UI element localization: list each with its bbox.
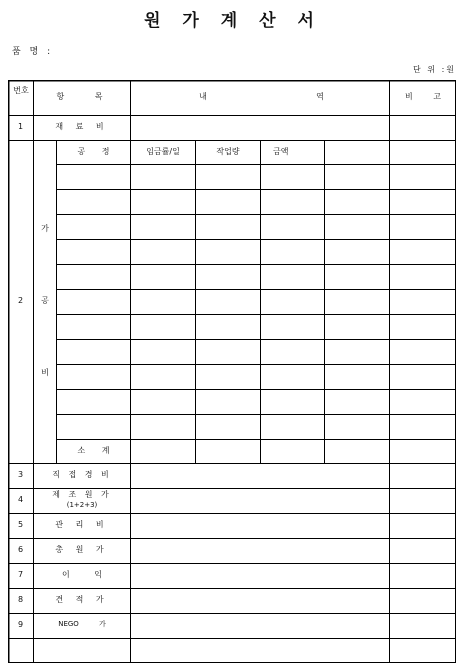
row-no-2: 2	[17, 296, 24, 305]
row-item-6: 총 원 가	[55, 545, 109, 554]
row-no-6: 6	[17, 545, 24, 554]
row-item-7: 이 익	[62, 570, 102, 579]
product-name-label: 품 명 :	[12, 47, 54, 57]
processing-side-label-1: 가	[41, 224, 49, 233]
column-workload: 작업량	[216, 147, 240, 156]
row-item-9: NEGO 가	[58, 620, 106, 628]
cost-table	[8, 80, 456, 663]
row-item-1: 재 료 비	[55, 122, 109, 131]
unit-label: 단 위 :원	[413, 65, 456, 74]
row-no-9: 9	[17, 620, 24, 629]
row-item-3: 직 접 경 비	[52, 470, 112, 479]
row-no-5: 5	[17, 520, 24, 529]
row-no-4: 4	[17, 495, 24, 504]
column-amount: 금액	[273, 147, 289, 156]
row-item-4: 제 조 원 가	[52, 490, 112, 499]
column-wage-rate: 임금률/일	[146, 147, 180, 156]
header-no: 번호	[13, 86, 29, 95]
header-item: 항 목	[56, 92, 108, 101]
document-title: 원 가 계 산 서	[144, 11, 322, 31]
header-detail-right: 역	[316, 92, 324, 101]
row-item-8: 견 적 가	[55, 595, 109, 604]
processing-side-label-2: 공	[41, 296, 49, 305]
row-no-8: 8	[17, 595, 24, 604]
header-remarks: 비 고	[405, 92, 441, 101]
processing-side-label-3: 비	[41, 368, 49, 377]
row-no-7: 7	[17, 570, 24, 579]
row-item-4-formula: (1+2+3)	[66, 501, 98, 509]
row-no-3: 3	[17, 470, 24, 479]
row-no-1: 1	[17, 122, 24, 131]
processing-subtotal: 소 계	[77, 446, 110, 455]
row-item-5: 관 리 비	[55, 520, 109, 529]
header-detail-left: 내	[199, 92, 207, 101]
column-process: 공 정	[77, 147, 110, 156]
